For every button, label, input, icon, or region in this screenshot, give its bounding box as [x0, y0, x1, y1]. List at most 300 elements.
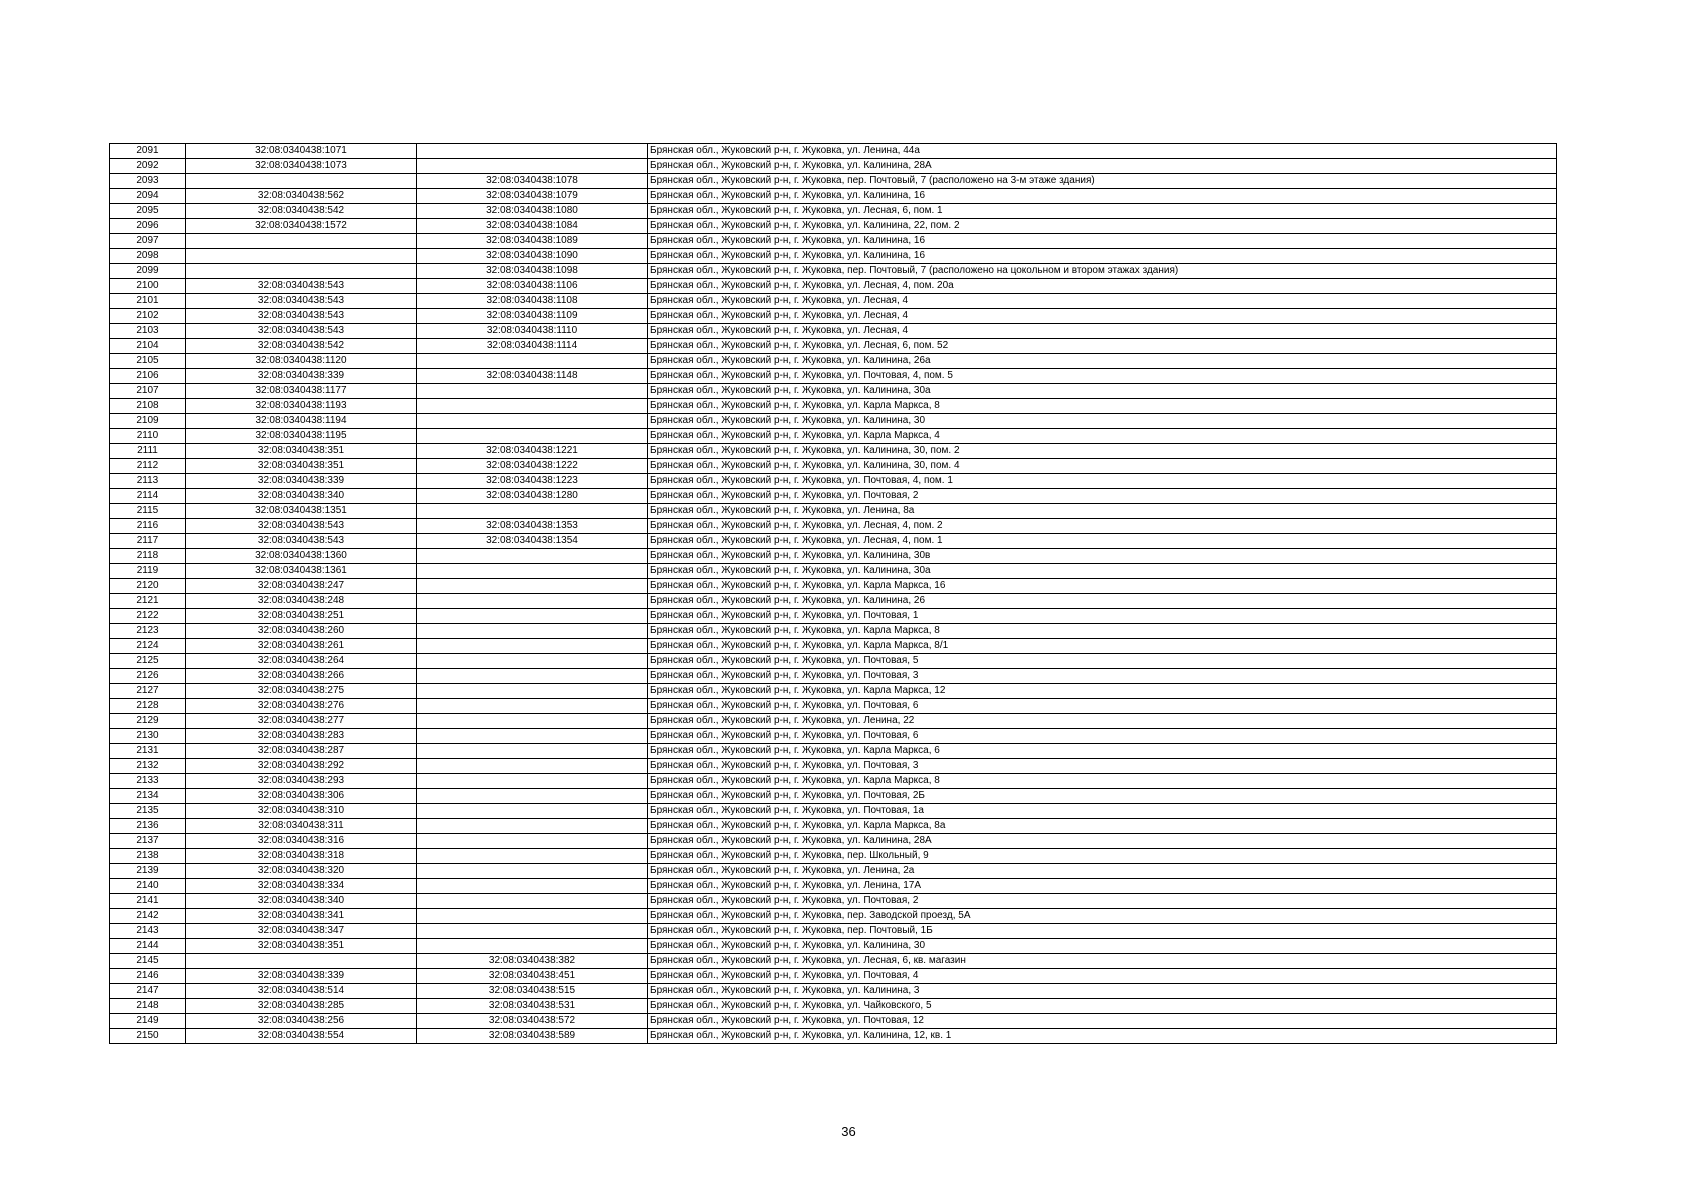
- related-cadastral-number-cell: 32:08:0340438:1354: [417, 534, 648, 549]
- table-row: [110, 519, 1557, 534]
- row-number-cell: 2132: [110, 759, 186, 774]
- cadastral-number-cell: 32:08:0340438:306: [186, 789, 417, 804]
- table-row: [110, 969, 1557, 984]
- related-cadastral-number-cell: [417, 144, 648, 159]
- related-cadastral-number-cell: 32:08:0340438:1110: [417, 324, 648, 339]
- row-number-cell: 2110: [110, 429, 186, 444]
- cadastral-number-cell: 32:08:0340438:542: [186, 204, 417, 219]
- address-cell: Брянская обл., Жуковский р-н, г. Жуковка, ул. Лесная, 6, кв. магазин: [648, 954, 1557, 969]
- address-cell: Брянская обл., Жуковский р-н, г. Жуковка, ул. Калинина, 26а: [648, 354, 1557, 369]
- cadastral-number-cell: 32:08:0340438:311: [186, 819, 417, 834]
- table-body: [110, 144, 1557, 1044]
- row-number-cell: 2119: [110, 564, 186, 579]
- row-number-cell: 2125: [110, 654, 186, 669]
- cadastral-number-cell: 32:08:0340438:334: [186, 879, 417, 894]
- cadastral-number-cell: 32:08:0340438:320: [186, 864, 417, 879]
- page-number: 36: [841, 1124, 856, 1139]
- address-cell: Брянская обл., Жуковский р-н, г. Жуковка, ул. Лесная, 4: [648, 324, 1557, 339]
- row-number-cell: 2142: [110, 909, 186, 924]
- address-cell: Брянская обл., Жуковский р-н, г. Жуковка, ул. Почтовая, 3: [648, 759, 1557, 774]
- table-row: [110, 339, 1557, 354]
- address-cell: Брянская обл., Жуковский р-н, г. Жуковка, ул. Почтовая, 6: [648, 699, 1557, 714]
- table-row: [110, 204, 1557, 219]
- row-number-cell: 2108: [110, 399, 186, 414]
- cadastral-number-cell: [186, 249, 417, 264]
- cadastral-number-cell: 32:08:0340438:261: [186, 639, 417, 654]
- table-row: [110, 804, 1557, 819]
- related-cadastral-number-cell: 32:08:0340438:1148: [417, 369, 648, 384]
- row-number-cell: 2145: [110, 954, 186, 969]
- related-cadastral-number-cell: [417, 654, 648, 669]
- related-cadastral-number-cell: [417, 159, 648, 174]
- address-cell: Брянская обл., Жуковский р-н, г. Жуковка, ул. Лесная, 6, пом. 1: [648, 204, 1557, 219]
- address-cell: Брянская обл., Жуковский р-н, г. Жуковка, ул. Карла Маркса, 16: [648, 579, 1557, 594]
- row-number-cell: 2097: [110, 234, 186, 249]
- address-cell: Брянская обл., Жуковский р-н, г. Жуковка, ул. Почтовая, 2Б: [648, 789, 1557, 804]
- related-cadastral-number-cell: [417, 759, 648, 774]
- row-number-cell: 2102: [110, 309, 186, 324]
- table-row: [110, 219, 1557, 234]
- row-number-cell: 2131: [110, 744, 186, 759]
- related-cadastral-number-cell: [417, 939, 648, 954]
- row-number-cell: 2109: [110, 414, 186, 429]
- cadastral-number-cell: 32:08:0340438:275: [186, 684, 417, 699]
- address-cell: Брянская обл., Жуковский р-н, г. Жуковка, ул. Почтовая, 1: [648, 609, 1557, 624]
- row-number-cell: 2126: [110, 669, 186, 684]
- row-number-cell: 2101: [110, 294, 186, 309]
- table-row: [110, 459, 1557, 474]
- related-cadastral-number-cell: [417, 699, 648, 714]
- cadastral-number-cell: [186, 954, 417, 969]
- data-table: [109, 143, 1557, 1044]
- address-cell: Брянская обл., Жуковский р-н, г. Жуковка, ул. Ленина, 22: [648, 714, 1557, 729]
- cadastral-number-cell: 32:08:0340438:339: [186, 369, 417, 384]
- address-cell: Брянская обл., Жуковский р-н, г. Жуковка, ул. Лесная, 6, пом. 52: [648, 339, 1557, 354]
- row-number-cell: 2115: [110, 504, 186, 519]
- cadastral-number-cell: 32:08:0340438:1351: [186, 504, 417, 519]
- related-cadastral-number-cell: [417, 384, 648, 399]
- table-row: [110, 609, 1557, 624]
- row-number-cell: 2137: [110, 834, 186, 849]
- related-cadastral-number-cell: [417, 549, 648, 564]
- related-cadastral-number-cell: [417, 579, 648, 594]
- related-cadastral-number-cell: [417, 819, 648, 834]
- table-row: [110, 144, 1557, 159]
- row-number-cell: 2124: [110, 639, 186, 654]
- related-cadastral-number-cell: [417, 714, 648, 729]
- address-cell: Брянская обл., Жуковский р-н, г. Жуковка, ул. Калинина, 28А: [648, 159, 1557, 174]
- table-row: [110, 534, 1557, 549]
- table-row: [110, 654, 1557, 669]
- row-number-cell: 2140: [110, 879, 186, 894]
- table-row: [110, 504, 1557, 519]
- related-cadastral-number-cell: [417, 729, 648, 744]
- cadastral-number-cell: 32:08:0340438:1193: [186, 399, 417, 414]
- related-cadastral-number-cell: [417, 564, 648, 579]
- address-cell: Брянская обл., Жуковский р-н, г. Жуковка, ул. Калинина, 22, пом. 2: [648, 219, 1557, 234]
- cadastral-number-cell: 32:08:0340438:543: [186, 294, 417, 309]
- cadastral-number-cell: 32:08:0340438:248: [186, 594, 417, 609]
- related-cadastral-number-cell: [417, 804, 648, 819]
- row-number-cell: 2123: [110, 624, 186, 639]
- cadastral-number-cell: 32:08:0340438:287: [186, 744, 417, 759]
- row-number-cell: 2144: [110, 939, 186, 954]
- cadastral-number-cell: 32:08:0340438:542: [186, 339, 417, 354]
- cadastral-number-cell: 32:08:0340438:339: [186, 474, 417, 489]
- related-cadastral-number-cell: 32:08:0340438:1114: [417, 339, 648, 354]
- table-row: [110, 444, 1557, 459]
- row-number-cell: 2128: [110, 699, 186, 714]
- related-cadastral-number-cell: [417, 639, 648, 654]
- cadastral-number-cell: 32:08:0340438:1120: [186, 354, 417, 369]
- table-row: [110, 999, 1557, 1014]
- cadastral-number-cell: 32:08:0340438:293: [186, 774, 417, 789]
- table-row: [110, 189, 1557, 204]
- table-row: [110, 909, 1557, 924]
- row-number-cell: 2114: [110, 489, 186, 504]
- row-number-cell: 2106: [110, 369, 186, 384]
- row-number-cell: 2095: [110, 204, 186, 219]
- row-number-cell: 2138: [110, 849, 186, 864]
- address-cell: Брянская обл., Жуковский р-н, г. Жуковка, ул. Карла Маркса, 8: [648, 774, 1557, 789]
- related-cadastral-number-cell: 32:08:0340438:531: [417, 999, 648, 1014]
- row-number-cell: 2120: [110, 579, 186, 594]
- related-cadastral-number-cell: 32:08:0340438:589: [417, 1029, 648, 1044]
- related-cadastral-number-cell: 32:08:0340438:382: [417, 954, 648, 969]
- address-cell: Брянская обл., Жуковский р-н, г. Жуковка, ул. Калинина, 3: [648, 984, 1557, 999]
- cadastral-number-cell: 32:08:0340438:283: [186, 729, 417, 744]
- table-row: [110, 249, 1557, 264]
- related-cadastral-number-cell: [417, 594, 648, 609]
- cadastral-number-cell: 32:08:0340438:543: [186, 519, 417, 534]
- related-cadastral-number-cell: [417, 864, 648, 879]
- related-cadastral-number-cell: 32:08:0340438:1098: [417, 264, 648, 279]
- table-row: [110, 774, 1557, 789]
- related-cadastral-number-cell: [417, 789, 648, 804]
- row-number-cell: 2135: [110, 804, 186, 819]
- address-cell: Брянская обл., Жуковский р-н, г. Жуковка, ул. Калинина, 30а: [648, 564, 1557, 579]
- table-row: [110, 579, 1557, 594]
- row-number-cell: 2113: [110, 474, 186, 489]
- table-row: [110, 384, 1557, 399]
- row-number-cell: 2149: [110, 1014, 186, 1029]
- table-row: [110, 984, 1557, 999]
- table-row: [110, 954, 1557, 969]
- row-number-cell: 2104: [110, 339, 186, 354]
- cadastral-number-cell: [186, 264, 417, 279]
- address-cell: Брянская обл., Жуковский р-н, г. Жуковка, ул. Лесная, 4: [648, 309, 1557, 324]
- row-number-cell: 2136: [110, 819, 186, 834]
- cadastral-number-cell: 32:08:0340438:1194: [186, 414, 417, 429]
- related-cadastral-number-cell: [417, 849, 648, 864]
- row-number-cell: 2129: [110, 714, 186, 729]
- table-row: [110, 699, 1557, 714]
- table-row: [110, 354, 1557, 369]
- row-number-cell: 2093: [110, 174, 186, 189]
- table-row: [110, 879, 1557, 894]
- table-row: [110, 1014, 1557, 1029]
- related-cadastral-number-cell: 32:08:0340438:1089: [417, 234, 648, 249]
- row-number-cell: 2112: [110, 459, 186, 474]
- related-cadastral-number-cell: [417, 504, 648, 519]
- table-row: [110, 429, 1557, 444]
- row-number-cell: 2092: [110, 159, 186, 174]
- address-cell: Брянская обл., Жуковский р-н, г. Жуковка, ул. Калинина, 16: [648, 249, 1557, 264]
- cadastral-number-cell: 32:08:0340438:340: [186, 489, 417, 504]
- address-cell: Брянская обл., Жуковский р-н, г. Жуковка, ул. Почтовая, 2: [648, 489, 1557, 504]
- related-cadastral-number-cell: 32:08:0340438:1079: [417, 189, 648, 204]
- table-row: [110, 369, 1557, 384]
- address-cell: Брянская обл., Жуковский р-н, г. Жуковка, ул. Калинина, 30: [648, 939, 1557, 954]
- related-cadastral-number-cell: [417, 669, 648, 684]
- related-cadastral-number-cell: [417, 354, 648, 369]
- row-number-cell: 2139: [110, 864, 186, 879]
- cadastral-number-cell: 32:08:0340438:351: [186, 939, 417, 954]
- cadastral-number-cell: 32:08:0340438:277: [186, 714, 417, 729]
- table-row: [110, 549, 1557, 564]
- table-row: [110, 669, 1557, 684]
- cadastral-number-cell: 32:08:0340438:292: [186, 759, 417, 774]
- cadastral-number-cell: 32:08:0340438:318: [186, 849, 417, 864]
- address-cell: Брянская обл., Жуковский р-н, г. Жуковка, ул. Карла Маркса, 8а: [648, 819, 1557, 834]
- cadastral-number-cell: 32:08:0340438:247: [186, 579, 417, 594]
- cadastral-number-cell: 32:08:0340438:316: [186, 834, 417, 849]
- table-row: [110, 894, 1557, 909]
- table-row: [110, 279, 1557, 294]
- address-cell: Брянская обл., Жуковский р-н, г. Жуковка, ул. Почтовая, 3: [648, 669, 1557, 684]
- row-number-cell: 2091: [110, 144, 186, 159]
- table-row: [110, 234, 1557, 249]
- address-cell: Брянская обл., Жуковский р-н, г. Жуковка, ул. Карла Маркса, 6: [648, 744, 1557, 759]
- related-cadastral-number-cell: [417, 894, 648, 909]
- table-row: [110, 684, 1557, 699]
- cadastral-number-cell: 32:08:0340438:543: [186, 309, 417, 324]
- related-cadastral-number-cell: [417, 399, 648, 414]
- cadastral-number-cell: 32:08:0340438:266: [186, 669, 417, 684]
- cadastral-number-cell: 32:08:0340438:543: [186, 534, 417, 549]
- cadastral-number-cell: 32:08:0340438:251: [186, 609, 417, 624]
- row-number-cell: 2118: [110, 549, 186, 564]
- row-number-cell: 2122: [110, 609, 186, 624]
- cadastral-number-cell: 32:08:0340438:1177: [186, 384, 417, 399]
- address-cell: Брянская обл., Жуковский р-н, г. Жуковка, ул. Калинина, 30, пом. 2: [648, 444, 1557, 459]
- table-row: [110, 399, 1557, 414]
- table-row: [110, 1029, 1557, 1044]
- cadastral-number-cell: 32:08:0340438:1073: [186, 159, 417, 174]
- row-number-cell: 2096: [110, 219, 186, 234]
- row-number-cell: 2094: [110, 189, 186, 204]
- related-cadastral-number-cell: [417, 744, 648, 759]
- related-cadastral-number-cell: 32:08:0340438:1221: [417, 444, 648, 459]
- cadastral-number-cell: 32:08:0340438:1360: [186, 549, 417, 564]
- related-cadastral-number-cell: [417, 414, 648, 429]
- row-number-cell: 2103: [110, 324, 186, 339]
- address-cell: Брянская обл., Жуковский р-н, г. Жуковка, ул. Лесная, 4: [648, 294, 1557, 309]
- related-cadastral-number-cell: 32:08:0340438:1108: [417, 294, 648, 309]
- address-cell: Брянская обл., Жуковский р-н, г. Жуковка, ул. Калинина, 30: [648, 414, 1557, 429]
- address-cell: Брянская обл., Жуковский р-н, г. Жуковка, ул. Почтовая, 1а: [648, 804, 1557, 819]
- address-cell: Брянская обл., Жуковский р-н, г. Жуковка, ул. Калинина, 26: [648, 594, 1557, 609]
- table-row: [110, 834, 1557, 849]
- address-cell: Брянская обл., Жуковский р-н, г. Жуковка, ул. Ленина, 17А: [648, 879, 1557, 894]
- table-row: [110, 939, 1557, 954]
- related-cadastral-number-cell: 32:08:0340438:1084: [417, 219, 648, 234]
- row-number-cell: 2100: [110, 279, 186, 294]
- cadastral-number-cell: 32:08:0340438:339: [186, 969, 417, 984]
- table-row: [110, 174, 1557, 189]
- related-cadastral-number-cell: [417, 624, 648, 639]
- table-row: [110, 624, 1557, 639]
- address-cell: Брянская обл., Жуковский р-н, г. Жуковка, ул. Карла Маркса, 12: [648, 684, 1557, 699]
- related-cadastral-number-cell: [417, 924, 648, 939]
- address-cell: Брянская обл., Жуковский р-н, г. Жуковка, ул. Ленина, 44а: [648, 144, 1557, 159]
- row-number-cell: 2121: [110, 594, 186, 609]
- row-number-cell: 2146: [110, 969, 186, 984]
- table-row: [110, 324, 1557, 339]
- address-cell: Брянская обл., Жуковский р-н, г. Жуковка, ул. Карла Маркса, 4: [648, 429, 1557, 444]
- cadastral-number-cell: 32:08:0340438:1071: [186, 144, 417, 159]
- table-row: [110, 309, 1557, 324]
- cadastral-number-cell: 32:08:0340438:260: [186, 624, 417, 639]
- related-cadastral-number-cell: 32:08:0340438:1080: [417, 204, 648, 219]
- table-row: [110, 294, 1557, 309]
- related-cadastral-number-cell: [417, 774, 648, 789]
- cadastral-number-cell: 32:08:0340438:562: [186, 189, 417, 204]
- related-cadastral-number-cell: 32:08:0340438:1222: [417, 459, 648, 474]
- row-number-cell: 2141: [110, 894, 186, 909]
- table-row: [110, 159, 1557, 174]
- address-cell: Брянская обл., Жуковский р-н, г. Жуковка, ул. Калинина, 30а: [648, 384, 1557, 399]
- cadastral-number-cell: [186, 234, 417, 249]
- row-number-cell: 2098: [110, 249, 186, 264]
- cadastral-number-cell: [186, 174, 417, 189]
- cadastral-number-cell: 32:08:0340438:351: [186, 444, 417, 459]
- row-number-cell: 2143: [110, 924, 186, 939]
- address-cell: Брянская обл., Жуковский р-н, г. Жуковка, ул. Почтовая, 6: [648, 729, 1557, 744]
- address-cell: Брянская обл., Жуковский р-н, г. Жуковка, ул. Калинина, 16: [648, 189, 1557, 204]
- related-cadastral-number-cell: [417, 609, 648, 624]
- address-cell: Брянская обл., Жуковский р-н, г. Жуковка, ул. Калинина, 30, пом. 4: [648, 459, 1557, 474]
- cadastral-number-cell: 32:08:0340438:1361: [186, 564, 417, 579]
- table-row: [110, 864, 1557, 879]
- cadastral-number-cell: 32:08:0340438:1195: [186, 429, 417, 444]
- address-cell: Брянская обл., Жуковский р-н, г. Жуковка, ул. Почтовая, 4, пом. 1: [648, 474, 1557, 489]
- row-number-cell: 2147: [110, 984, 186, 999]
- address-cell: Брянская обл., Жуковский р-н, г. Жуковка, ул. Калинина, 12, кв. 1: [648, 1029, 1557, 1044]
- row-number-cell: 2150: [110, 1029, 186, 1044]
- cadastral-number-cell: 32:08:0340438:554: [186, 1029, 417, 1044]
- row-number-cell: 2127: [110, 684, 186, 699]
- address-cell: Брянская обл., Жуковский р-н, г. Жуковка, ул. Почтовая, 2: [648, 894, 1557, 909]
- table-row: [110, 819, 1557, 834]
- cadastral-number-cell: 32:08:0340438:264: [186, 654, 417, 669]
- row-number-cell: 2134: [110, 789, 186, 804]
- address-cell: Брянская обл., Жуковский р-н, г. Жуковка, ул. Карла Маркса, 8: [648, 624, 1557, 639]
- cadastral-number-cell: 32:08:0340438:285: [186, 999, 417, 1014]
- address-cell: Брянская обл., Жуковский р-н, г. Жуковка, пер. Школьный, 9: [648, 849, 1557, 864]
- cadastral-number-cell: 32:08:0340438:351: [186, 459, 417, 474]
- related-cadastral-number-cell: 32:08:0340438:515: [417, 984, 648, 999]
- related-cadastral-number-cell: [417, 879, 648, 894]
- table-row: [110, 849, 1557, 864]
- related-cadastral-number-cell: 32:08:0340438:1223: [417, 474, 648, 489]
- address-cell: Брянская обл., Жуковский р-н, г. Жуковка, ул. Калинина, 28А: [648, 834, 1557, 849]
- cadastral-number-cell: 32:08:0340438:1572: [186, 219, 417, 234]
- address-cell: Брянская обл., Жуковский р-н, г. Жуковка, пер. Почтовый, 7 (расположено на 3-м этаже здания): [648, 174, 1557, 189]
- table-row: [110, 594, 1557, 609]
- cadastral-number-cell: 32:08:0340438:347: [186, 924, 417, 939]
- related-cadastral-number-cell: 32:08:0340438:1280: [417, 489, 648, 504]
- cadastral-number-cell: 32:08:0340438:310: [186, 804, 417, 819]
- cadastral-number-cell: 32:08:0340438:340: [186, 894, 417, 909]
- address-cell: Брянская обл., Жуковский р-н, г. Жуковка, ул. Почтовая, 4: [648, 969, 1557, 984]
- address-cell: Брянская обл., Жуковский р-н, г. Жуковка, ул. Лесная, 4, пом. 20а: [648, 279, 1557, 294]
- address-cell: Брянская обл., Жуковский р-н, г. Жуковка, ул. Почтовая, 12: [648, 1014, 1557, 1029]
- table-row: [110, 474, 1557, 489]
- address-cell: Брянская обл., Жуковский р-н, г. Жуковка, ул. Калинина, 30в: [648, 549, 1557, 564]
- table-row: [110, 714, 1557, 729]
- table-row: [110, 639, 1557, 654]
- row-number-cell: 2130: [110, 729, 186, 744]
- table-row: [110, 744, 1557, 759]
- cadastral-number-cell: 32:08:0340438:256: [186, 1014, 417, 1029]
- cadastral-number-cell: 32:08:0340438:341: [186, 909, 417, 924]
- related-cadastral-number-cell: 32:08:0340438:1353: [417, 519, 648, 534]
- table-row: [110, 564, 1557, 579]
- table-row: [110, 759, 1557, 774]
- table-row: [110, 414, 1557, 429]
- related-cadastral-number-cell: 32:08:0340438:1109: [417, 309, 648, 324]
- address-cell: Брянская обл., Жуковский р-н, г. Жуковка, ул. Ленина, 8а: [648, 504, 1557, 519]
- related-cadastral-number-cell: [417, 684, 648, 699]
- related-cadastral-number-cell: [417, 834, 648, 849]
- row-number-cell: 2148: [110, 999, 186, 1014]
- row-number-cell: 2105: [110, 354, 186, 369]
- address-cell: Брянская обл., Жуковский р-н, г. Жуковка, ул. Карла Маркса, 8/1: [648, 639, 1557, 654]
- table-row: [110, 924, 1557, 939]
- row-number-cell: 2117: [110, 534, 186, 549]
- row-number-cell: 2133: [110, 774, 186, 789]
- address-cell: Брянская обл., Жуковский р-н, г. Жуковка, ул. Лесная, 4, пом. 1: [648, 534, 1557, 549]
- table-row: [110, 489, 1557, 504]
- address-cell: Брянская обл., Жуковский р-н, г. Жуковка, ул. Почтовая, 4, пом. 5: [648, 369, 1557, 384]
- related-cadastral-number-cell: 32:08:0340438:1078: [417, 174, 648, 189]
- cadastral-number-cell: 32:08:0340438:514: [186, 984, 417, 999]
- table-row: [110, 729, 1557, 744]
- row-number-cell: 2099: [110, 264, 186, 279]
- row-number-cell: 2107: [110, 384, 186, 399]
- related-cadastral-number-cell: 32:08:0340438:1106: [417, 279, 648, 294]
- address-cell: Брянская обл., Жуковский р-н, г. Жуковка, ул. Карла Маркса, 8: [648, 399, 1557, 414]
- row-number-cell: 2116: [110, 519, 186, 534]
- cadastral-number-cell: 32:08:0340438:276: [186, 699, 417, 714]
- related-cadastral-number-cell: [417, 909, 648, 924]
- related-cadastral-number-cell: 32:08:0340438:451: [417, 969, 648, 984]
- related-cadastral-number-cell: 32:08:0340438:1090: [417, 249, 648, 264]
- related-cadastral-number-cell: 32:08:0340438:572: [417, 1014, 648, 1029]
- cadastral-number-cell: 32:08:0340438:543: [186, 279, 417, 294]
- address-cell: Брянская обл., Жуковский р-н, г. Жуковка, пер. Почтовый, 7 (расположено на цокольном и втором этажах здания): [648, 264, 1557, 279]
- cadastral-number-cell: 32:08:0340438:543: [186, 324, 417, 339]
- row-number-cell: 2111: [110, 444, 186, 459]
- table-row: [110, 264, 1557, 279]
- related-cadastral-number-cell: [417, 429, 648, 444]
- address-cell: Брянская обл., Жуковский р-н, г. Жуковка, ул. Ленина, 2а: [648, 864, 1557, 879]
- address-cell: Брянская обл., Жуковский р-н, г. Жуковка, ул. Почтовая, 5: [648, 654, 1557, 669]
- address-cell: Брянская обл., Жуковский р-н, г. Жуковка, ул. Лесная, 4, пом. 2: [648, 519, 1557, 534]
- address-cell: Брянская обл., Жуковский р-н, г. Жуковка, ул. Чайковского, 5: [648, 999, 1557, 1014]
- address-cell: Брянская обл., Жуковский р-н, г. Жуковка, пер. Заводской проезд, 5А: [648, 909, 1557, 924]
